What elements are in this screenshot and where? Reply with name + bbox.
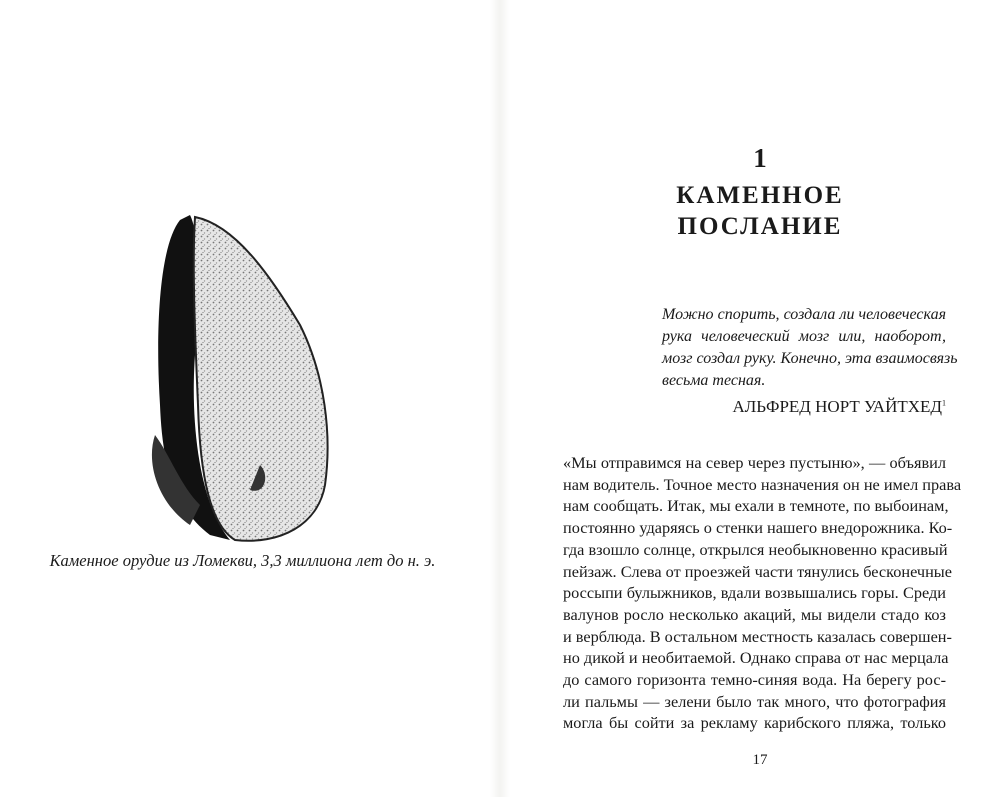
stone-tool-illustration [140, 205, 340, 550]
author-name: АЛЬФРЕД НОРТ УАЙТХЕД [732, 397, 942, 416]
epigraph-line: весьма тесная. [662, 372, 766, 389]
body-line: ли пальмы — зелени было так много, что фотография [563, 691, 946, 711]
chapter-title-line: ПОСЛАНИЕ [677, 213, 843, 240]
body-line: постоянно ударяясь о стенки нашего внедорожника. Ко- [563, 518, 953, 538]
chapter-title [610, 180, 910, 242]
body-line: нам водитель. Точное место назначения он не имел права [563, 474, 962, 494]
chapter-number: 1 [753, 143, 767, 173]
chapter-title-line: КАМЕННОЕ [676, 182, 844, 209]
figure-caption: Каменное орудие из Ломекви, 3,3 миллиона лет до н. э. [49, 551, 436, 570]
body-line: «Мы отправимся на север через пустыню», — объявил [563, 453, 946, 472]
body-text [563, 452, 962, 734]
body-line: и верблюда. В остальном местность казалась совершен- [563, 626, 952, 646]
epigraph-author [660, 397, 946, 417]
body-line: гда взошло солнце, открылся необыкновенно красивый [563, 539, 948, 559]
body-line: до самого горизонта темно-синяя вода. На берегу рос- [563, 670, 946, 690]
body-line: россыпи булыжников, вдали возвышались горы. Среди [563, 583, 946, 603]
epigraph-line: рука человеческий мозг или, наоборот, [662, 328, 946, 345]
epigraph-line: Можно спорить, создала ли человеческая [662, 306, 946, 323]
epigraph-line: мозг создал руку. Конечно, эта взаимосвязь [662, 350, 958, 367]
body-line: нам сообщать. Итак, мы ехали в темноте, по выбоинам, [563, 496, 949, 516]
page-number: 17 [752, 752, 768, 768]
epigraph [662, 304, 958, 392]
body-line: пейзаж. Слева от проезжей части тянулись бесконечные [563, 561, 952, 581]
footnote-mark: 1 [942, 398, 946, 408]
body-line: могла бы сойти за рекламу карибского пляжа, только [563, 713, 946, 733]
body-line: но дикой и необитаемой. Однако справа от нас мерцала [563, 648, 949, 668]
body-line: валунов росло несколько акаций, мы видели стадо коз [563, 604, 946, 624]
book-gutter [490, 0, 510, 797]
